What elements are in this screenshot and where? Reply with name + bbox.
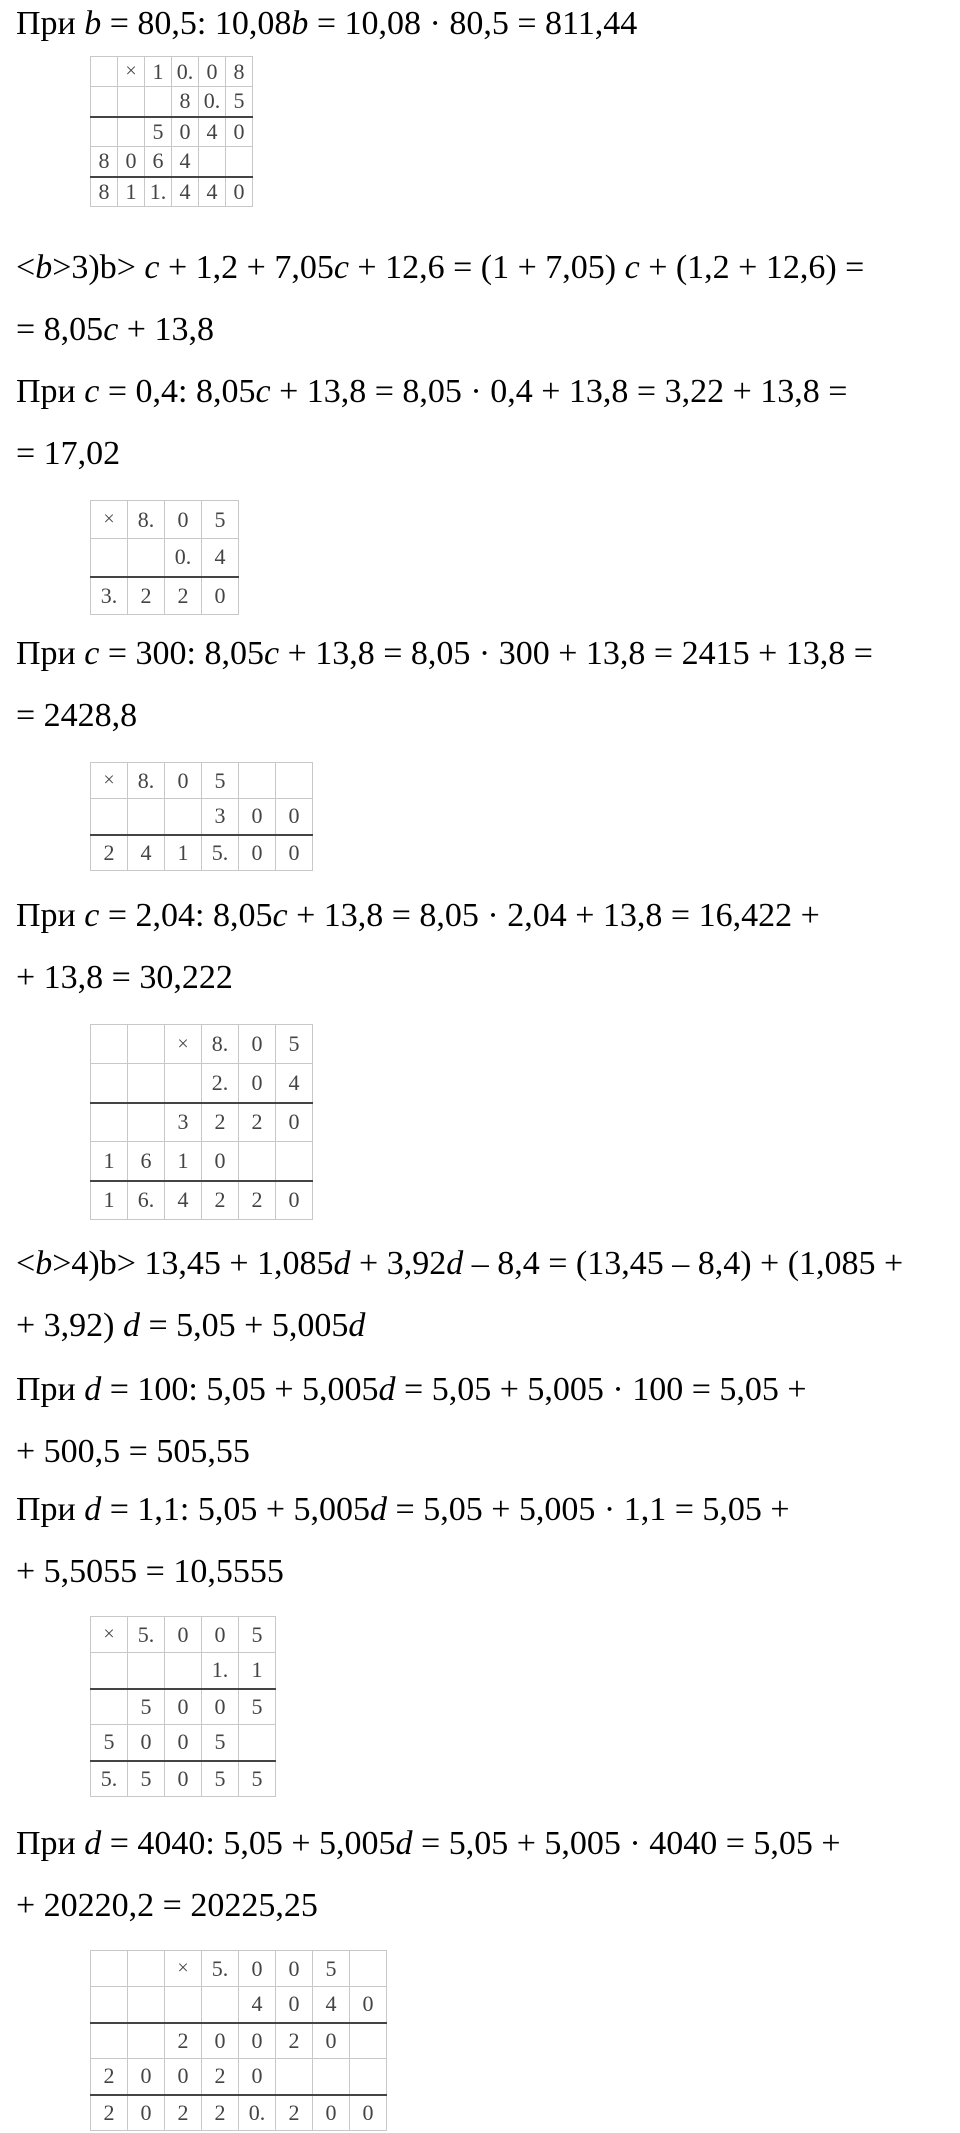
grid-cell: 0 [350,1987,387,2023]
text-line: При c = 0,4: 8,05c + 13,8 = 8,05 · 0,4 + 13,8 = 3,22 + 13,8 = [16,373,848,410]
grid-cell [118,87,145,117]
grid-cell: 5 [239,1761,276,1797]
grid-cell [128,1025,165,1064]
grid-cell: 2 [91,2059,128,2095]
grid-cell: 2 [202,2095,239,2131]
grid-cell: 0. [239,2095,276,2131]
grid-cell [350,1951,387,1987]
text-line: + 3,92) d = 5,05 + 5,005d [16,1307,366,1344]
text-line: <b>4)b> 13,45 + 1,085d + 3,92d – 8,4 = (13,45 – 8,4) + (1,085 + [16,1245,904,1282]
grid-cell [128,1103,165,1142]
grid-cell: 1 [165,835,202,871]
text-line: + 20220,2 = 20225,25 [16,1887,318,1924]
text-line: При d = 1,1: 5,05 + 5,005d = 5,05 + 5,005 · 1,1 = 5,05 + [16,1491,790,1528]
grid-cell: 5 [128,1689,165,1725]
grid-cell [165,1987,202,2023]
grid-cell [118,117,145,147]
grid-cell [91,87,118,117]
grid-cell: 5 [276,1025,313,1064]
grid-cell [128,539,165,577]
column-multiplication-grid [90,1616,276,1797]
grid-cell: 8 [226,57,253,87]
grid-cell: 1 [91,1142,128,1181]
grid-cell: 3 [165,1103,202,1142]
grid-cell: 0 [202,1689,239,1725]
text-line: При d = 100: 5,05 + 5,005d = 5,05 + 5,005 · 100 = 5,05 + [16,1371,807,1408]
multiply-sign: × [91,1617,128,1653]
grid-cell [128,1064,165,1103]
grid-cell: 0 [202,2023,239,2059]
grid-cell [91,2023,128,2059]
grid-cell [91,1689,128,1725]
grid-cell: 2 [165,2023,202,2059]
grid-cell [165,1064,202,1103]
grid-cell [91,1987,128,2023]
grid-cell: 0. [172,57,199,87]
grid-cell: 0 [239,835,276,871]
grid-cell: 4 [202,539,239,577]
grid-cell: 2 [202,1181,239,1220]
text-line: + 500,5 = 505,55 [16,1433,250,1470]
grid-cell [239,1142,276,1181]
grid-cell: 6 [145,147,172,177]
grid-cell: 0 [276,799,313,835]
grid-cell: 0 [165,1689,202,1725]
grid-cell [276,1142,313,1181]
grid-cell: 5 [91,1725,128,1761]
multiply-sign: × [165,1951,202,1987]
grid-cell [91,1951,128,1987]
grid-cell [350,2023,387,2059]
grid-cell: 0 [313,2023,350,2059]
grid-cell: 1. [202,1653,239,1689]
column-multiplication-grid [90,762,313,871]
grid-cell [276,763,313,799]
grid-cell: 0 [239,1951,276,1987]
grid-cell [91,1103,128,1142]
grid-cell: 5. [202,835,239,871]
grid-cell [350,2059,387,2095]
grid-cell: 0 [202,1142,239,1181]
grid-cell: 0 [239,2059,276,2095]
grid-cell: 2 [128,577,165,615]
grid-cell: 0 [313,2095,350,2131]
grid-cell: 5 [239,1617,276,1653]
grid-cell: 0 [128,1725,165,1761]
grid-cell: 4 [128,835,165,871]
grid-cell: 6 [128,1142,165,1181]
grid-cell: 1 [239,1653,276,1689]
grid-cell [226,147,253,177]
grid-cell: 4 [172,177,199,207]
grid-cell: 6. [128,1181,165,1220]
grid-cell: 5 [128,1761,165,1797]
text-line: + 5,5055 = 10,5555 [16,1553,284,1590]
multiply-sign: × [165,1025,202,1064]
grid-cell: 5 [239,1689,276,1725]
grid-cell: 0 [239,1064,276,1103]
grid-cell: 4 [313,1987,350,2023]
grid-cell [165,799,202,835]
grid-cell: 0 [202,577,239,615]
grid-cell: 8. [202,1025,239,1064]
grid-cell: 0. [199,87,226,117]
grid-cell: 2 [91,2095,128,2131]
multiply-sign: × [91,763,128,799]
grid-cell: 0 [165,1617,202,1653]
grid-cell: 5 [145,117,172,147]
grid-cell: 4 [165,1181,202,1220]
grid-cell [202,1987,239,2023]
grid-cell: 0 [276,1987,313,2023]
grid-cell: 0. [165,539,202,577]
grid-cell: 5. [91,1761,128,1797]
grid-cell [91,799,128,835]
multiply-sign: × [91,501,128,539]
grid-cell: 0 [239,2023,276,2059]
grid-cell: 4 [172,147,199,177]
grid-cell [128,1951,165,1987]
grid-cell: 2 [239,1181,276,1220]
grid-cell: 0 [199,57,226,87]
grid-cell [313,2059,350,2095]
grid-cell: 8. [128,501,165,539]
grid-cell: 1 [91,1181,128,1220]
grid-cell [128,2023,165,2059]
grid-cell [91,539,128,577]
grid-cell: 3. [91,577,128,615]
grid-cell: 1. [145,177,172,207]
grid-cell: 5. [128,1617,165,1653]
grid-cell: 0 [226,117,253,147]
grid-cell: 0 [239,799,276,835]
grid-cell: 2 [202,1103,239,1142]
column-multiplication-grid [90,1950,387,2131]
text-line: <b>3)b> c + 1,2 + 7,05c + 12,6 = (1 + 7,05) c + (1,2 + 12,6) = [16,249,865,286]
grid-cell [91,57,118,87]
grid-cell: 2. [202,1064,239,1103]
grid-cell: 2 [276,2095,313,2131]
grid-cell: 5 [202,501,239,539]
grid-cell: 2 [91,835,128,871]
column-multiplication-grid [90,500,239,615]
grid-cell [276,2059,313,2095]
grid-cell: 5 [226,87,253,117]
grid-cell [165,1653,202,1689]
grid-cell: 0 [239,1025,276,1064]
grid-cell: 0 [165,1725,202,1761]
grid-cell: 1 [145,57,172,87]
text-line: При c = 300: 8,05c + 13,8 = 8,05 · 300 + 13,8 = 2415 + 13,8 = [16,635,873,672]
grid-cell: 8. [128,763,165,799]
column-multiplication-grid [90,56,253,207]
text-line: = 8,05c + 13,8 [16,311,214,348]
grid-cell: 4 [276,1064,313,1103]
grid-cell: 0 [128,2095,165,2131]
grid-cell: 0 [172,117,199,147]
text-line: = 2428,8 [16,697,138,734]
grid-cell: 4 [199,177,226,207]
grid-cell: 0 [276,1181,313,1220]
grid-cell: 2 [165,577,202,615]
grid-cell: 2 [202,2059,239,2095]
grid-cell [91,1025,128,1064]
grid-cell [145,87,172,117]
text-line: При b = 80,5: 10,08b = 10,08 · 80,5 = 811,44 [16,5,638,42]
grid-cell: 0 [165,2059,202,2095]
grid-cell: 5 [313,1951,350,1987]
grid-cell [239,1725,276,1761]
grid-cell: 0 [276,835,313,871]
grid-cell: 0 [276,1103,313,1142]
grid-cell: 2 [276,2023,313,2059]
grid-cell: 5 [202,1761,239,1797]
grid-cell [91,1653,128,1689]
grid-cell: 4 [199,117,226,147]
text-line: = 17,02 [16,435,121,472]
grid-cell: 3 [202,799,239,835]
grid-cell: 0 [202,1617,239,1653]
grid-cell: 5. [202,1951,239,1987]
grid-cell [128,1653,165,1689]
grid-cell: 1 [118,177,145,207]
grid-cell [239,763,276,799]
grid-cell: 2 [165,2095,202,2131]
grid-cell: 0 [165,501,202,539]
grid-cell [128,799,165,835]
grid-cell: 0 [350,2095,387,2131]
grid-cell: 0 [276,1951,313,1987]
grid-cell: 0 [118,147,145,177]
grid-cell: 1 [165,1142,202,1181]
grid-cell: 0 [226,177,253,207]
grid-cell: 8 [172,87,199,117]
grid-cell: 8 [91,147,118,177]
grid-cell [91,1064,128,1103]
multiply-sign: × [118,57,145,87]
grid-cell: 0 [165,1761,202,1797]
grid-cell: 2 [239,1103,276,1142]
grid-cell: 4 [239,1987,276,2023]
grid-cell: 5 [202,1725,239,1761]
text-line: При d = 4040: 5,05 + 5,005d = 5,05 + 5,005 · 4040 = 5,05 + [16,1825,841,1862]
grid-cell: 0 [165,763,202,799]
grid-cell: 0 [128,2059,165,2095]
grid-cell [91,117,118,147]
text-line: + 13,8 = 30,222 [16,959,233,996]
grid-cell [128,1987,165,2023]
grid-cell: 8 [91,177,118,207]
grid-cell [199,147,226,177]
grid-cell: 5 [202,763,239,799]
text-line: При c = 2,04: 8,05c + 13,8 = 8,05 · 2,04 + 13,8 = 16,422 + [16,897,820,934]
column-multiplication-grid [90,1024,313,1220]
